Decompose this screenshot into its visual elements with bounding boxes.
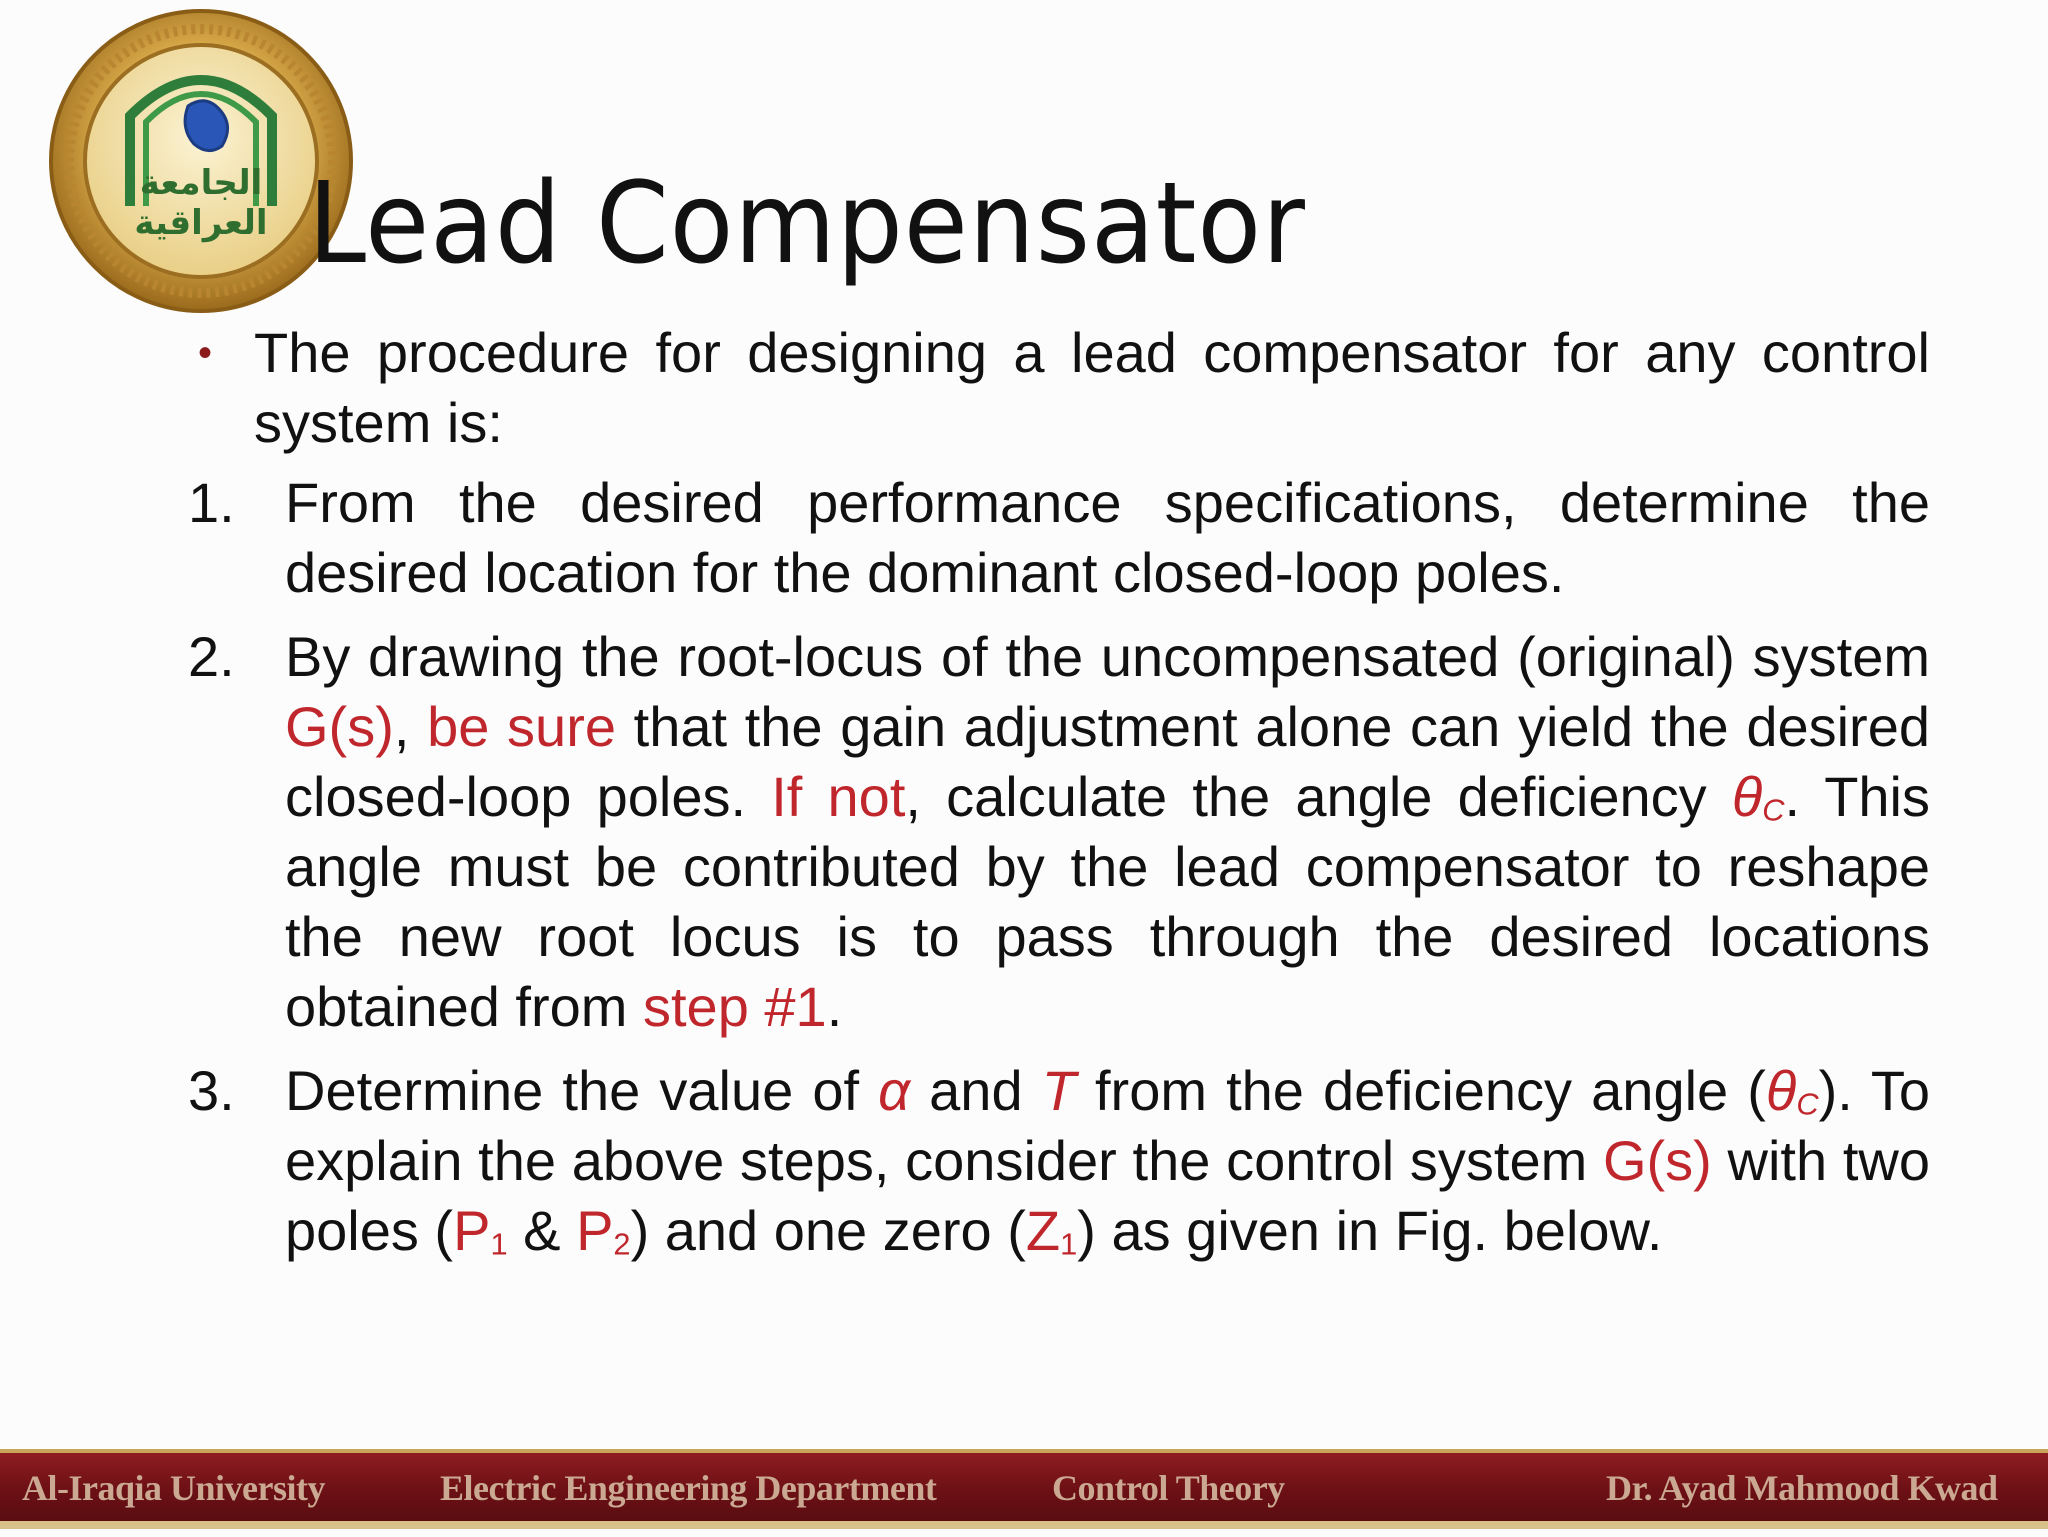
theta-c-symbol: $\theta_C$ (1731, 765, 1785, 828)
t-symbol: T (1041, 1059, 1076, 1122)
if-not-emphasis: If not (771, 765, 906, 828)
slide-footer (0, 1449, 2048, 1521)
theta-c-symbol: $\theta_C$ (1765, 1059, 1819, 1122)
bullet-dot-icon: • (198, 331, 213, 375)
svg-text:العراقية: العراقية (134, 203, 268, 243)
step-number: 3. (188, 1059, 235, 1122)
list-item-step-1 (180, 468, 1930, 608)
pole-p2: $P_2$ (576, 1199, 631, 1262)
footer-university: Al-Iraqia University (22, 1468, 325, 1508)
svg-text:الجامعة: الجامعة (139, 163, 263, 203)
step-3-text: Determine the value of α and T from the deficiency angle $(\theta_C)$. To explain the above steps, consider the control system G(s) with two poles ($P_1$ & $P_2$) and one zero $(Z_1)$ as given in Fig. below. (285, 1059, 1930, 1262)
be-sure-emphasis: be sure (427, 695, 616, 758)
slide-title: Lead Compensator (308, 159, 1306, 289)
footer-department: Electric Engineering Department (440, 1468, 937, 1508)
list-item-step-2 (180, 622, 1930, 1042)
intro-text: The procedure for designing a lead compensator for any control system is: (254, 321, 1930, 454)
list-item-step-3 (180, 1056, 1930, 1266)
alpha-symbol: α (878, 1059, 911, 1122)
intro-bullet (180, 318, 1930, 458)
slide-content (180, 318, 1930, 1280)
step-reference: step #1 (642, 975, 827, 1038)
gs-term: G(s) (285, 695, 394, 758)
steps-list (180, 468, 1930, 1266)
step-1-text: From the desired performance specifications, determine the desired location for the dominant closed-loop poles. (285, 471, 1930, 604)
step-2-text: By drawing the root-locus of the uncompensated (original) system G(s), be sure that the gain adjustment alone can yield the desired closed-loop poles. If not, calculate the angle deficiency $\theta_C$. This angle must be contributed by the lead compensator to reshape the new root locus is to pass through the desired locations obtained from step #1. (285, 625, 1931, 1038)
pole-p1: $P_1$ (453, 1199, 508, 1262)
gs-term: G(s) (1602, 1129, 1712, 1192)
footer-gold-strip (0, 1521, 2048, 1529)
step-number: 1. (188, 471, 235, 534)
footer-course: Control Theory (1052, 1468, 1285, 1508)
footer-author: Dr. Ayad Mahmood Kwad (1606, 1468, 1998, 1508)
step-number: 2. (188, 625, 235, 688)
zero-z1: $Z_1$ (1025, 1199, 1078, 1262)
